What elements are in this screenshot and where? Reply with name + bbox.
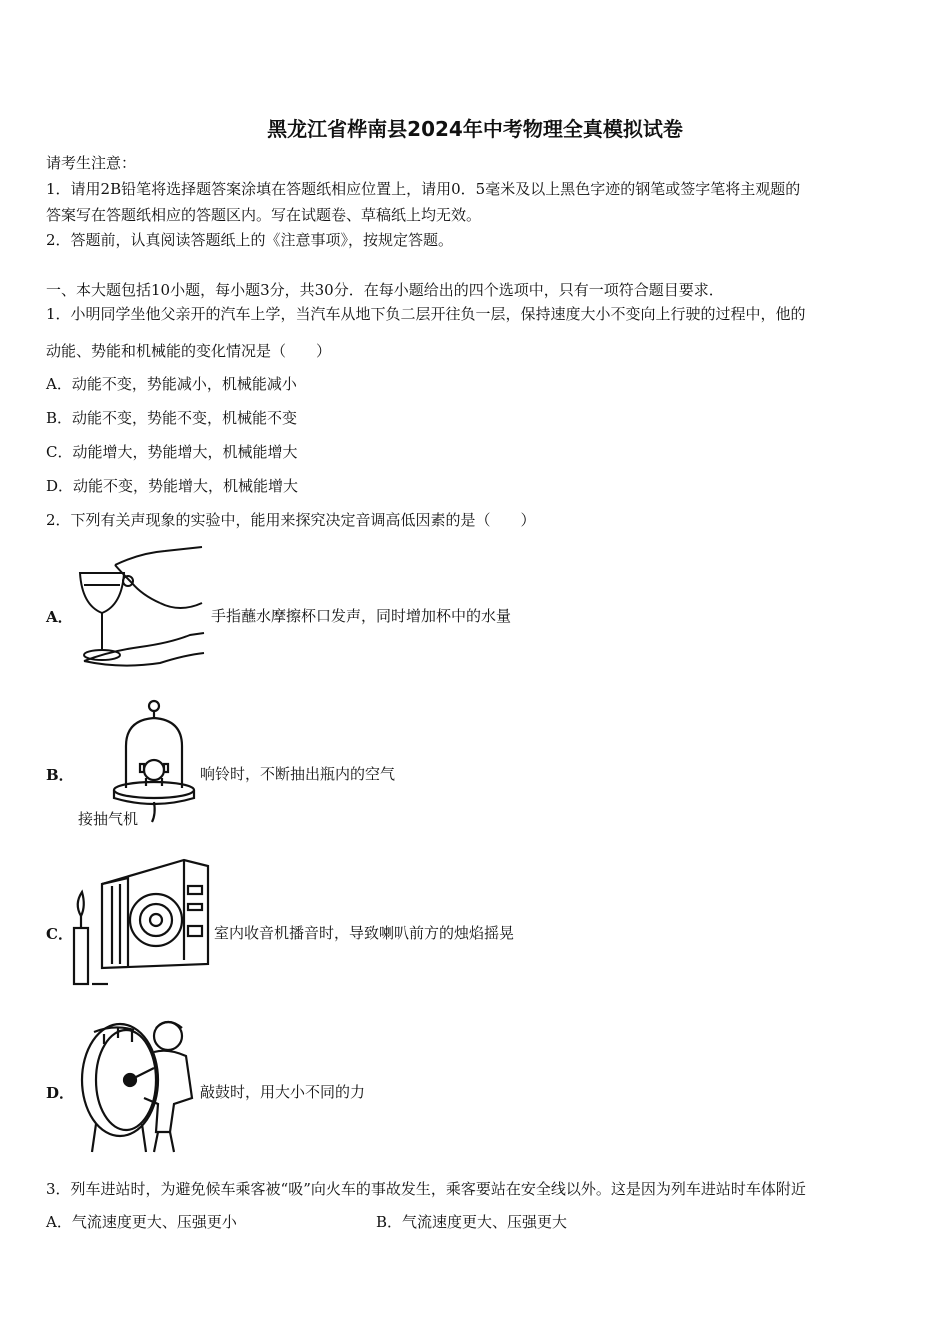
notice-item-1: 1．请用2B铅笔将选择题答案涂填在答题纸相应位置上，请用0．5毫米及以上黑色字迹的钢笔或签字笔将主观题的 [46,180,801,198]
q1-option-c: C．动能增大，势能增大，机械能增大 [46,443,298,461]
q2-option-a-letter: A． [46,608,73,626]
radio-candle-icon [72,856,212,988]
notice-item-1-cont: 答案写在答题纸相应的答题区内。写在试题卷、草稿纸上均无效。 [46,206,482,224]
wine-glass-icon [70,543,208,673]
q3-stem: 3．列车进站时，为避免候车乘客被“吸”向火车的事故发生，乘客要站在安全线以外。这是因为列车进站时车体附近 [46,1180,806,1198]
q1-option-d: D．动能不变，势能增大，机械能增大 [46,477,299,495]
q1-stem-line2: 动能、势能和机械能的变化情况是（ ） [46,342,332,360]
q2-option-a-text: 手指蘸水摩擦杯口发声，同时增加杯中的水量 [211,607,512,625]
bell-jar-pump-label: 接抽气机 [78,810,139,828]
q2-option-c-letter: C． [46,925,73,943]
q3-option-b: B．气流速度更大、压强更大 [376,1213,568,1231]
q2-option-b-text: 响铃时，不断抽出瓶内的空气 [200,765,396,783]
q2-option-c-text: 室内收音机播音时，导致喇叭前方的烛焰摇晃 [214,924,515,942]
section-instructions: 一、本大题包括10小题，每小题3分，共30分．在每小题给出的四个选项中，只有一项符合题目要求． [46,281,724,299]
q2-stem: 2．下列有关声现象的实验中，能用来探究决定音调高低因素的是（ ） [46,511,536,529]
q1-stem-line1: 1．小明同学坐他父亲开的汽车上学，当汽车从地下负二层开往负一层，保持速度大小不变向上行驶的过程中，他的 [46,305,806,323]
q1-option-b: B．动能不变，势能不变，机械能不变 [46,409,298,427]
q2-option-d-letter: D． [46,1084,75,1102]
q2-option-d-text: 敲鼓时，用大小不同的力 [200,1083,366,1101]
notice-item-2: 2．答题前，认真阅读答题纸上的《注意事项》，按规定答题。 [46,231,454,249]
q1-option-a: A．动能不变，势能减小，机械能减小 [46,375,297,393]
q3-option-a: A．气流速度更大、压强更小 [46,1213,237,1231]
page-title: 黑龙江省桦南县2024年中考物理全真模拟试卷 [267,117,683,141]
drum-icon [74,1014,198,1154]
notice-heading: 请考生注意： [46,154,137,172]
q2-option-b-letter: B． [46,766,74,784]
